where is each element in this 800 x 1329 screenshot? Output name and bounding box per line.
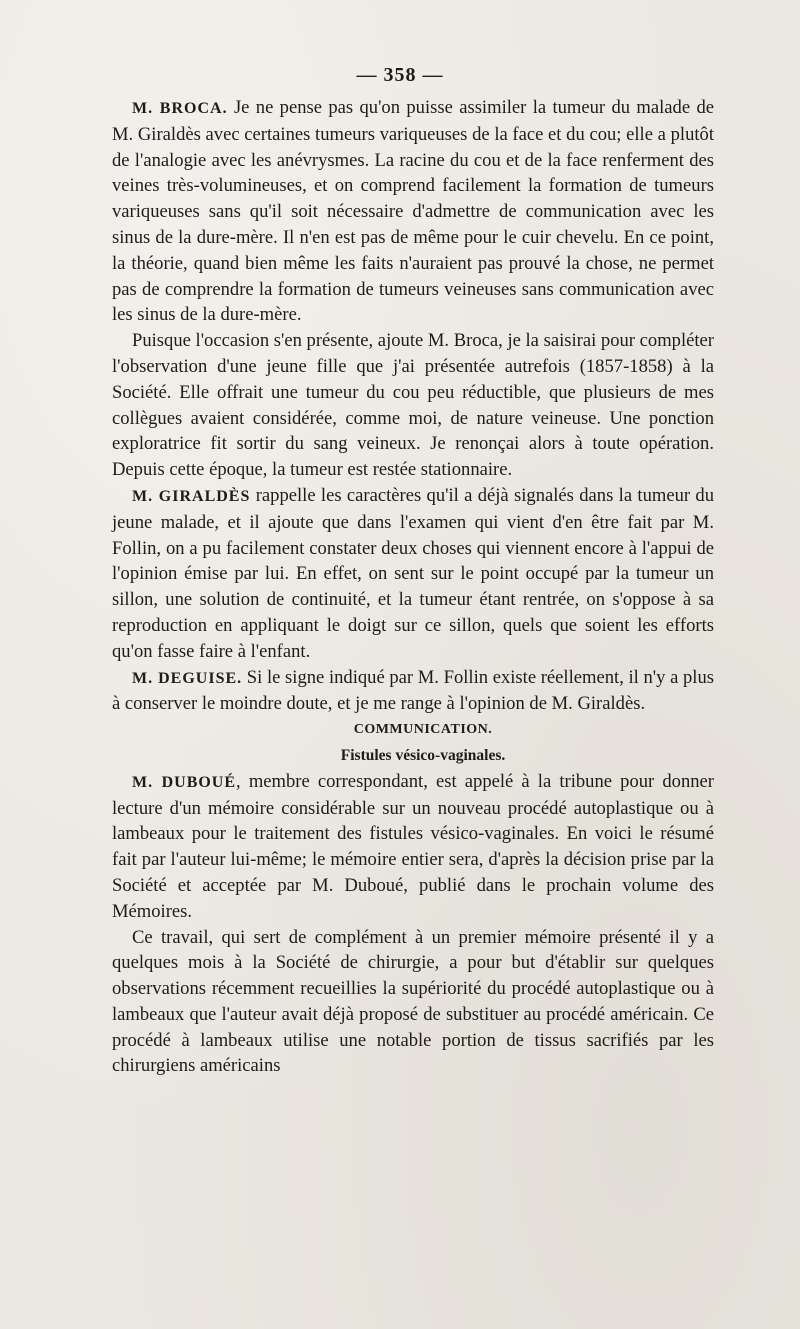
paragraph-text: Puisque l'occasion s'en présente, ajoute M. Broca, je la saisirai pour compléter l'observation d'une jeune fille que j'ai présentée autrefois (1857-1858) à la Société. Elle offrait une tumeur du cou peu réductible, que plusieurs de mes collègues avaient considérée, comme moi, de nature veineuse. Une ponction exploratrice fit sortir du sang veineux. Je renonçai alors à toute opération. Depuis cette époque, la tumeur est restée stationnaire. <box>112 330 714 481</box>
page-number: — 358 — <box>356 64 444 86</box>
paragraph-broca-1 <box>112 95 714 328</box>
body-text <box>112 95 714 1079</box>
section-heading: COMMUNICATION. <box>353 722 493 738</box>
speaker-name: M. GIRALDÈS <box>132 487 251 505</box>
paragraph-text: Ce travail, qui sert de complément à un premier mémoire présenté il y a quelques mois à la Société de chirurgie, a pour but d'établir sur quelques observations récemment recueillies la supériorité du procédé autoplastique ou à lambeaux que l'auteur avait déjà proposé de substituer au procédé américain. Ce procédé à lambeaux utilise une notable portion de tissus sacrifiés par les chirurgiens américains <box>112 926 714 1077</box>
paragraph-text: , membre correspondant, est appelé à la tribune pour donner lecture d'un mémoire considérable sur un nouveau procédé autoplastique ou à lambeaux pour le traitement des fistules vésico-vaginales. En voici le résumé fait par l'auteur lui-même; le mémoire entier sera, d'après la décision prise par la Société et acceptée par M. Duboué, publié dans le prochain volume des Mémoires. <box>112 770 714 922</box>
paragraph-giraldes <box>112 483 714 665</box>
paragraph-text: Je ne pense pas qu'on puisse assimiler la tumeur du malade de M. Giraldès avec certaines tumeurs variqueuses de la face et du cou; elle a plutôt de l'analogie avec les anévrysmes. La racine du cou et de la face renferment des veines très-volumineuses, et on comprend facilement la formation de tumeurs variqueuses sans qu'il soit nécessaire d'admettre de communication avec les sinus de la dure-mère. Il n'en est pas de même pour le cuir chevelu. En ce point, la théorie, quand bien même les faits n'auraient pas prouvé la chose, ne permet pas de comprendre la formation de tumeurs veineuses sans communication avec les sinus de la dure-mère. <box>112 97 714 326</box>
speaker-name: M. BROCA. <box>132 100 228 117</box>
section-subheading: Fistules vésico-vaginales. <box>340 746 506 764</box>
paragraph-text: Si le signe indiqué par M. Follin existe réellement, il n'y a plus à conserver le moindre doute, et je me range à l'opinion de M. Giraldès. <box>112 666 714 715</box>
speaker-name: M. DUBOUÉ <box>132 773 237 791</box>
paragraph-travail <box>112 925 714 1080</box>
paragraph-broca-2 <box>112 328 714 483</box>
speaker-name: M. DEGUISE. <box>132 669 243 687</box>
paragraph-text: rappelle les caractères qu'il a déjà signalés dans la tumeur du jeune malade, et il ajoute que dans l'examen qui vient d'en être fait par M. Follin, on a pu facilement constater deux choses qui viennent encore à l'appui de l'opinion émise par lui. En effet, on sent sur le point occupé par la tumeur un sillon, une solution de continuité, et la tumeur étant rentrée, on s'oppose à sa reproduction en appliquant le doigt sur ce sillon, quels que soient les efforts qu'on fasse faire à l'enfant. <box>112 484 714 662</box>
paragraph-duboue <box>112 769 714 925</box>
paragraph-deguise <box>112 665 714 718</box>
